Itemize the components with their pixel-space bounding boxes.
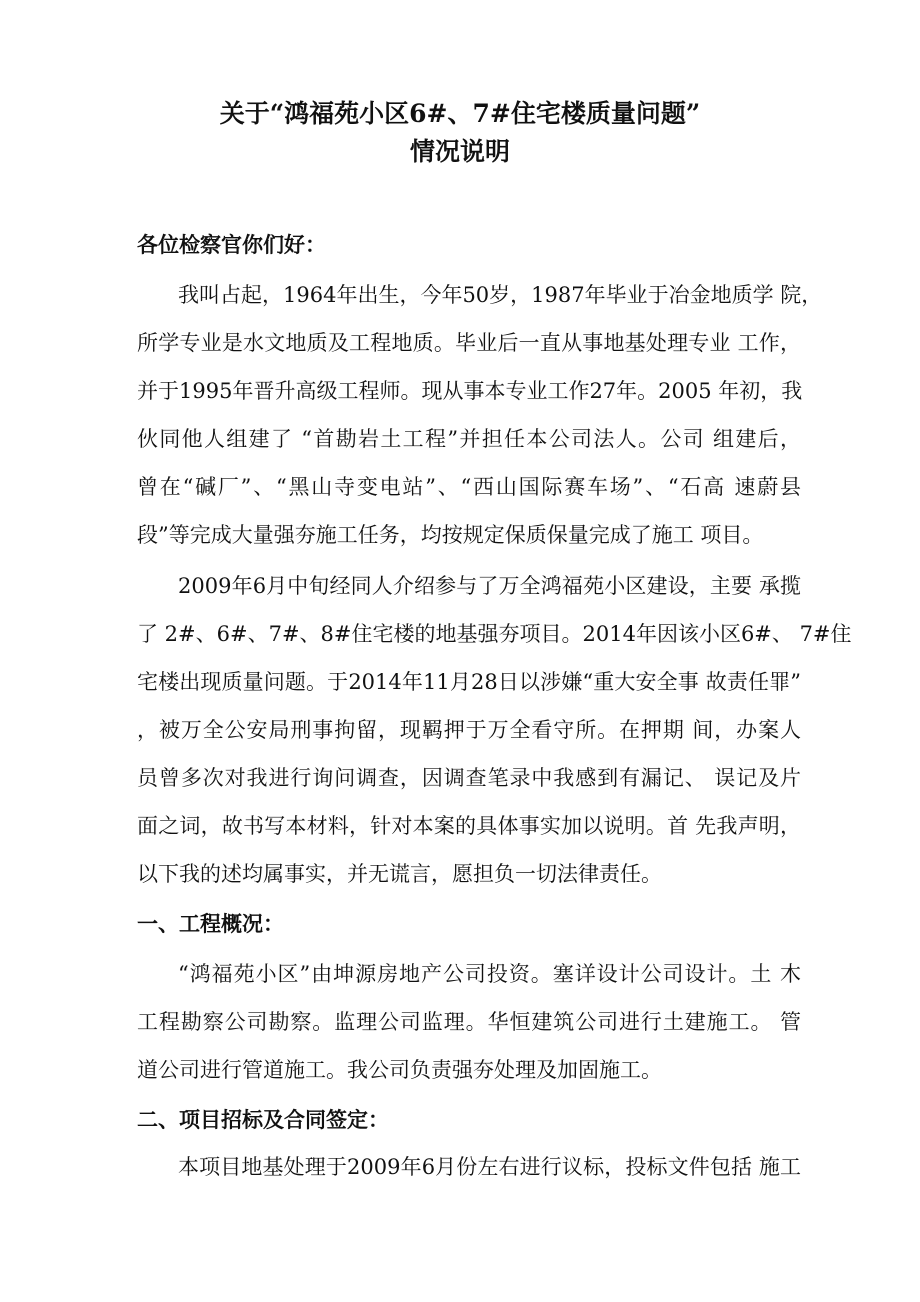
section-1-heading: 一、工程概况： <box>137 911 284 936</box>
document-title-line-2: 情况说明 <box>409 137 510 166</box>
paragraph-1-line-3: 并于1995年晋升高级工程师。现从事本专业工作27年。2005 年初，我 <box>137 379 803 403</box>
paragraph-2-line-2: 了 2#、6#、7#、8#住宅楼的地基强夯项目。2014年因该小区6#、 7#住 <box>137 622 852 646</box>
paragraph-2-line-6: 面之词，故书写本材料，针对本案的具体事实加以说明。首 先我声明， <box>137 814 801 838</box>
paragraph-3-line-1: “鸿福苑小区”由坤源房地产公司投资。塞详设计公司设计。土 木 <box>178 962 801 986</box>
greeting: 各位检察官你们好： <box>137 232 326 257</box>
paragraph-1-line-4: 伙同他人组建了 “首勘岩土工程”并担任本公司法人。公司 组建后， <box>137 427 801 451</box>
paragraph-3-line-3: 道公司进行管道施工。我公司负责强夯处理及加固施工。 <box>137 1058 662 1082</box>
document-title-line-1: 关于“鸿福苑小区6#、7#住宅楼质量问题” <box>219 99 701 128</box>
paragraph-2-line-1: 2009年6月中旬经同人介绍参与了万全鸿福苑小区建设，主要 承揽 <box>178 574 801 598</box>
paragraph-1-line-5: 曾在“碱厂”、“黑山寺变电站”、“西山国际赛车场”、“石高 速蔚县 <box>137 475 801 499</box>
paragraph-3-line-2: 工程勘察公司勘察。监理公司监理。华恒建筑公司进行土建施工。 管 <box>137 1010 801 1034</box>
paragraph-1-line-1: 我叫占起，1964年出生，今年50岁，1987年毕业于冶金地质学 院， <box>178 283 823 307</box>
paragraph-1-line-2: 所学专业是水文地质及工程地质。毕业后一直从事地基处理专业 工作， <box>137 331 801 355</box>
paragraph-2-line-5: 员曾多次对我进行询问调查，因调查笔录中我感到有漏记、 误记及片 <box>137 766 801 790</box>
paragraph-2-line-7: 以下我的述均属事实，并无谎言，愿担负一切法律责任。 <box>137 862 662 886</box>
section-2-heading: 二、项目招标及合同签定： <box>137 1107 389 1132</box>
paragraph-4-line-1: 本项目地基处理于2009年6月份左右进行议标，投标文件包括 施工 <box>178 1155 801 1179</box>
paragraph-1-line-6: 段”等完成大量强夯施工任务，均按规定保质保量完成了施工 项目。 <box>137 523 764 547</box>
paragraph-2-line-4: ，被万全公安局刑事拘留，现羁押于万全看守所。在押期 间，办案人 <box>137 718 801 742</box>
paragraph-2-line-3: 宅楼出现质量问题。于2014年11月28日以涉嫌“重大安全事 故责任罪” <box>137 670 801 694</box>
